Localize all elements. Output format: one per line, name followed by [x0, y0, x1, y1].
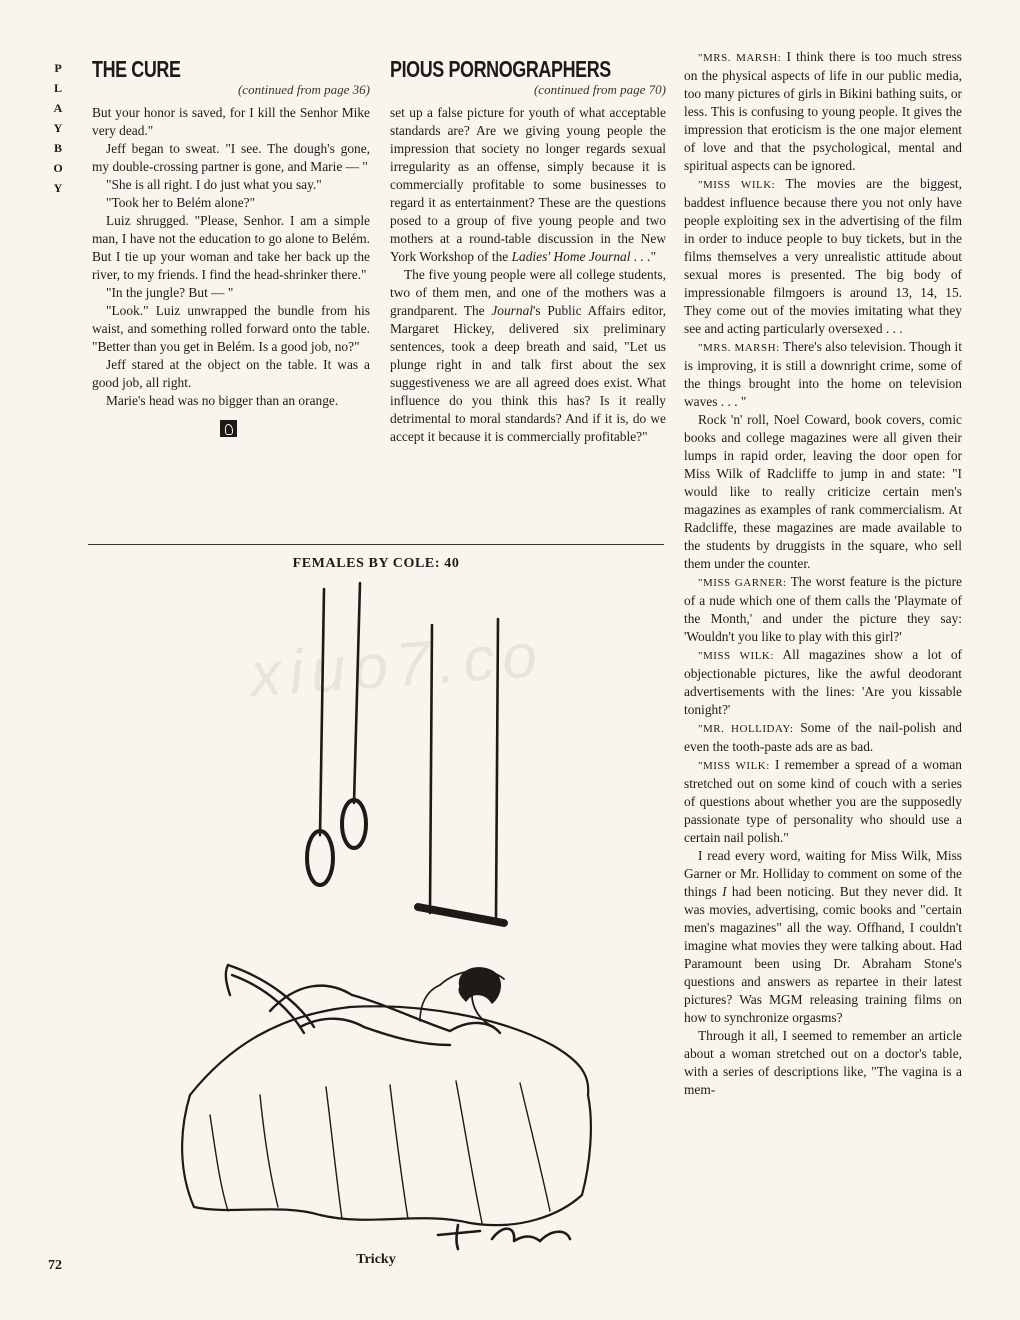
hair-scribble	[459, 968, 500, 1003]
speaker-label: "MR. HOLLIDAY:	[698, 723, 794, 735]
text-run: Some of the nail-polish and even the tooth-paste ads are as bad.	[684, 720, 962, 754]
text-run: had been noticing. But they never did. It was movies, advertising, comic books and "certain men's magazines" all the way. Offhand, I couldn't imagine what movies they were talking about. Had Paramount been using Dr. Abraham Stone's questions and answers as repartee in their latest pictures? Was MGM releasing training films on how to synchronize orgasms?	[684, 884, 962, 1025]
paragraph: But your honor is saved, for I kill the Senhor Mike very dead."	[92, 105, 370, 138]
paragraph	[684, 48, 962, 175]
article-continuation-column	[684, 48, 962, 1099]
watermark: xiuo7.co	[247, 620, 547, 711]
paragraph	[390, 104, 666, 266]
text-run: The movies are the biggest, baddest influence because there you not only have people exploiting sex in the advertising of the film in order to induce people to buy tickets, but in the films themselves a very unrealistic attitude about sexual mores is presented. The big body of impressionable filmgoers is around 13, 14, 15. They come out of the movies imitating what they see and acting particularly oversexed . . .	[684, 176, 962, 336]
paragraph: Marie's head was no bigger than an orange.	[106, 393, 339, 408]
paragraph	[684, 175, 962, 338]
paragraph	[684, 573, 962, 646]
paragraph: Luiz shrugged. "Please, Senhor. I am a simple man, I have not the education to go alone to Belém. But I tie up your woman and take her back up the river, to my friends. I find the head-shrinker there."	[92, 213, 370, 282]
article-the-cure	[92, 56, 370, 442]
paragraph: "Took her to Belém alone?"	[106, 195, 256, 210]
text-run: The worst feature is the picture of a nude which one of them calls the 'Playmate of the Month,' and under the picture they say: 'Wouldn't you like to play with this girl?'	[684, 574, 962, 644]
text-run: I read every word, waiting for Miss Wilk, Miss Garner or Mr. Holliday to comment on some of the things	[684, 848, 962, 899]
brand-letter: L	[53, 81, 62, 95]
brand-letter: P	[54, 61, 62, 75]
paragraph: "She is all right. I do just what you say."	[106, 177, 322, 192]
paragraph	[684, 847, 962, 1027]
paragraph: Rock 'n' roll, Noel Coward, book covers, comic books and college magazines were all given their lumps in rapid order, leaving the door open for Miss Wilk of Radcliffe to jump in and state: "I would like to really criticize certain men's magazines as examples of rank commercialism. At Radcliffe, these magazines are made available to the students by druggists in the square, who sell them under the counter.	[684, 412, 962, 571]
article-pious-pornographers	[390, 56, 666, 446]
article-body	[390, 104, 666, 446]
paragraph: "In the jungle? But — "	[106, 285, 234, 300]
brand-letter: O	[53, 161, 63, 175]
artist-signature	[438, 1225, 570, 1249]
paragraph	[684, 646, 962, 719]
continued-note: (continued from page 70)	[533, 82, 666, 97]
continued-note: (continued from page 36)	[237, 82, 370, 97]
speaker-label: "MISS GARNER:	[698, 577, 787, 589]
speaker-label: "MISS WILK:	[698, 650, 774, 662]
rabbit-end-mark-icon	[220, 420, 237, 437]
brand-letter: Y	[53, 181, 63, 195]
text-run: The five young people were all college students, two of them men, and one of the mothers was a grandparent. The	[390, 267, 666, 318]
cartoon-illustration	[120, 575, 660, 1255]
brand-letter: Y	[53, 121, 63, 135]
paragraph	[684, 719, 962, 756]
paragraph: Through it all, I seemed to remember an article about a woman stretched out on a doctor's table, with a series of descriptions like, "The vagina is a mem-	[684, 1028, 962, 1097]
playboy-vertical-brand	[50, 58, 66, 198]
paragraph: Jeff stared at the object on the table. It was a good job, all right.	[92, 357, 370, 390]
paragraph: "Look." Luiz unwrapped the bundle from his waist, and something rolled forward onto the table. "Better than you get in Belém. Is a good job, no?"	[92, 303, 370, 354]
article-body	[684, 48, 962, 1099]
article-headline: THE CURE	[92, 56, 181, 82]
magazine-title: Ladies' Home Journal . . .	[511, 249, 651, 264]
cartoon-title: FEMALES BY COLE: 40	[292, 556, 460, 571]
cartoon-caption: Tricky	[356, 1252, 396, 1267]
article-headline: PIOUS PORNOGRAPHERS	[390, 56, 611, 82]
text-run: There's also television. Though it is improving, it is still a downright crime, some of the things brought into the home on television waves . . . "	[684, 339, 962, 409]
text-run: "	[650, 249, 657, 264]
speaker-label: "MRS. MARSH:	[698, 342, 780, 354]
magazine-title: Journal	[491, 303, 533, 318]
gymnastic-rings-icon	[307, 583, 366, 885]
trapeze-icon	[418, 619, 504, 923]
speaker-label: "MRS. MARSH:	[698, 52, 782, 64]
text-run: I think there is too much stress on the physical aspects of life in our public media, too many pictures of girls in Bikini bathing suits, or less. This is confusing to young people. It gives the impression that eroticism is the one major element of love and that the psychological, mental and spiritual aspects can be ignored.	[684, 49, 962, 173]
section-divider	[88, 544, 664, 545]
article-body	[92, 104, 370, 410]
bed-icon	[182, 1006, 591, 1225]
text-run: 's Public Affairs editor, Margaret Hickey, delivered six preliminary sentences, took a deep breath and said, "Let us plunge right in and talk first about the sex suggestiveness we are all agreed does exist. What influence do you think this has? Is it really detrimental to moral standards? And if it is, do we accept it because it is commercially profitable?"	[390, 303, 666, 444]
paragraph	[390, 266, 666, 446]
emphasis: I	[722, 884, 727, 899]
paragraph: Jeff began to sweat. "I see. The dough's gone, my double-crossing partner is gone, and Marie — "	[92, 141, 370, 174]
text-run: I remember a spread of a woman stretched out on some kind of couch with a series of questions about whether you are the supposedly passionate type of personality who should use a certain nail polish."	[684, 757, 962, 845]
brand-letter: A	[53, 101, 63, 115]
brand-letter: B	[53, 141, 62, 155]
text-run: All magazines show a lot of objectionable pictures, like the awful deodorant advertisements with the lines: 'Are you kissable tonight?'	[684, 647, 962, 717]
text-run: set up a false picture for youth of what acceptable standards are? Are we giving young people the impression that society no longer regards sexual irregularity as an offense, simply because it is commercially profitable to some businesses to regard it as entertainment? These are the questions posed to a group of five young people and two mothers at a round-table discussion in the New York Workshop of the	[390, 105, 666, 264]
speaker-label: "MISS WILK:	[698, 760, 770, 772]
speaker-label: "MISS WILK:	[698, 179, 776, 191]
page-number: 72	[48, 1258, 62, 1273]
paragraph	[684, 338, 962, 411]
paragraph	[684, 756, 962, 847]
